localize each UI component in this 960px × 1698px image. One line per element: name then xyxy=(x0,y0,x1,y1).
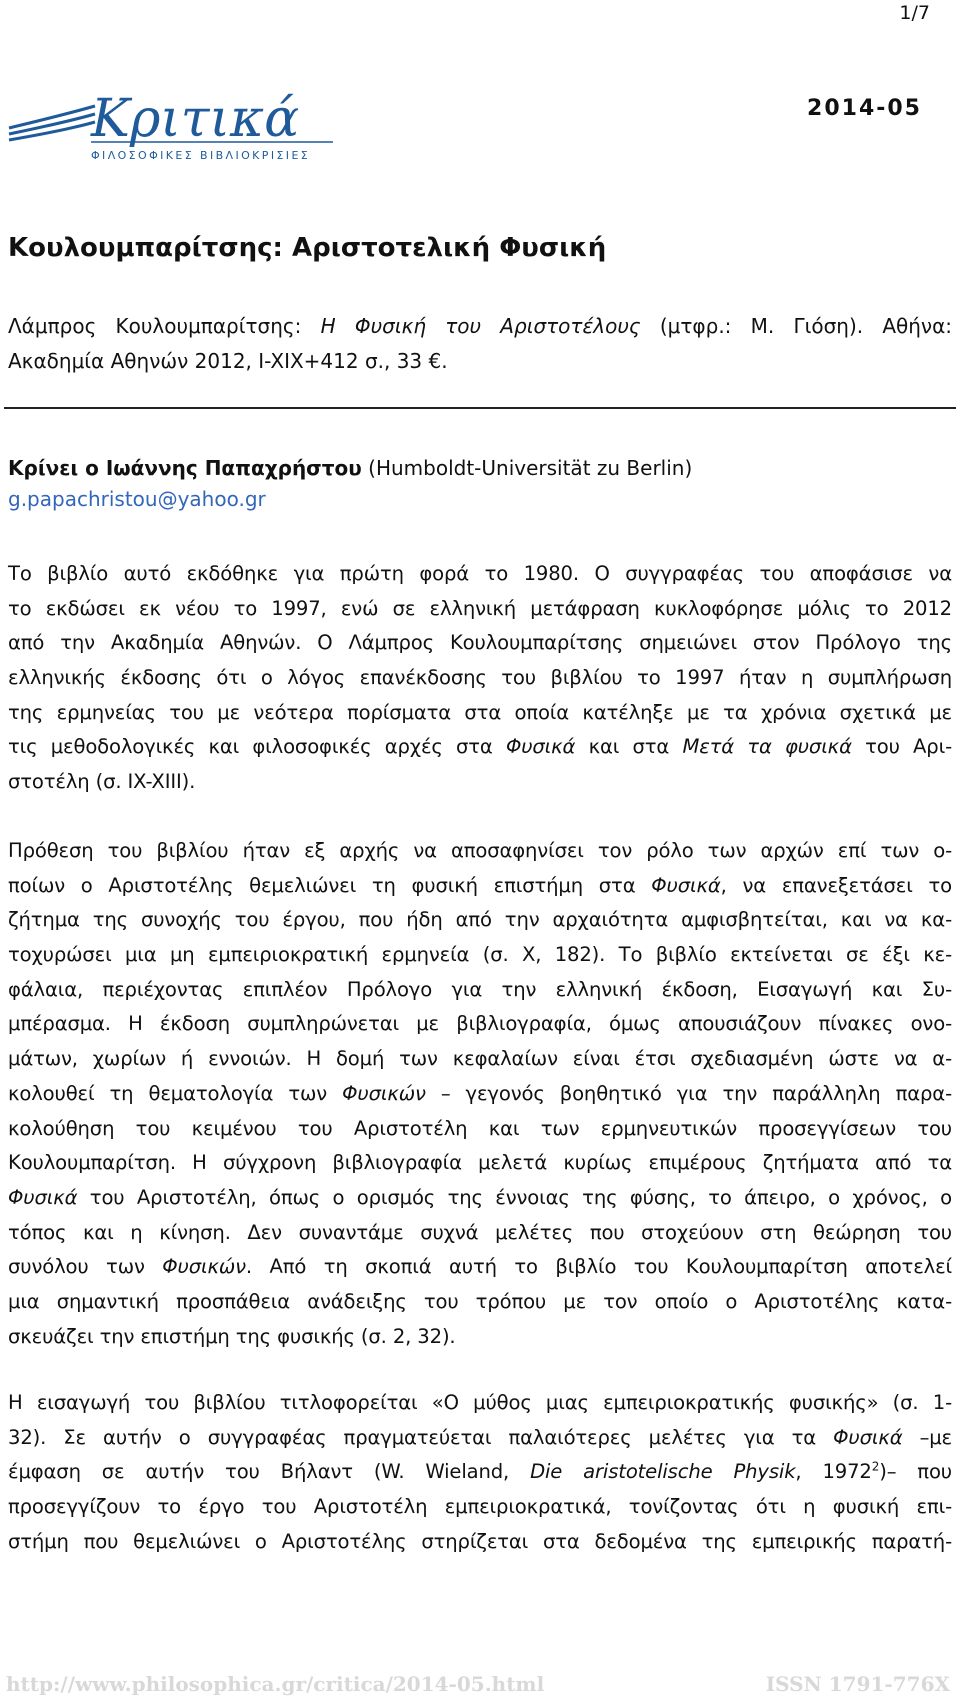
issue-date: 2014-05 xyxy=(807,96,922,121)
p2-line xyxy=(8,1250,952,1285)
p2-line: μάτων, χωρίων ή εννοιών. Η δομή των κεφαλαίων είναι έτσι σχεδιασμένη ώστε να α- xyxy=(8,1047,952,1071)
text-segment: συνόλου των xyxy=(8,1255,163,1279)
text-segment: , να επανεξετάσει το xyxy=(720,873,952,897)
logo-subtitle: ΦΙΛΟΣΟΦΙΚΕΣ ΒΙΒΛΙΟΚΡΙΣΙΕΣ xyxy=(91,149,311,162)
reviewer-email-link[interactable]: g.papachristou@yahoo.gr xyxy=(8,487,266,511)
p1-line: της ερμηνείας του με νεότερα πορίσματα στα οποία κατέληξε με τα χρόνια σχετικά με xyxy=(8,700,952,724)
footer-url[interactable]: http://www.philosophica.gr/critica/2014-05.html xyxy=(6,1672,545,1696)
p2-line: σκευάζει την επιστήμη της φυσικής (σ. 2, 32). xyxy=(8,1324,456,1348)
p2-line: τοχυρώσει μια μη εμπειριοκρατική ερμηνεία (σ. Χ, 182). Το βιβλίο εκτείνεται σε έξι κε- xyxy=(8,943,952,967)
text-segment: . Από τη σκοπιά αυτή το βιβλίο του Κουλουμπαρίτση αποτελεί xyxy=(245,1255,953,1279)
citation-line-2: Ακαδημία Αθηνών 2012, I-XIX+412 σ., 33 €. xyxy=(8,348,448,373)
page-number: 1/7 xyxy=(899,2,930,24)
p1-line: στοτέλη (σ. IX-XIII). xyxy=(8,770,196,794)
italic-title: Φυσικών xyxy=(342,1081,426,1105)
book-title: Η Φυσική του Αριστοτέλους xyxy=(320,314,641,338)
text-segment: κολουθεί τη θεματολογία των xyxy=(8,1081,343,1105)
p1-line xyxy=(8,730,952,765)
logo-graphic xyxy=(7,84,337,166)
text-segment: ποίων ο Αριστοτέλης θεμελιώνει τη φυσική επιστήμη στα xyxy=(8,873,652,897)
reviewer-name: Κρίνει ο Ιωάννης Παπαχρήστου xyxy=(8,456,362,480)
p2-line: μπέρασμα. Η έκδοση συμπληρώνεται με βιβλιογραφία, όμως απουσιάζουν πίνακες ονο- xyxy=(8,1012,952,1036)
p3-line: προσεγγίζουν το έργο του Αριστοτέλη εμπειριοκρατικά, τονίζοντας ότι η φυσική επι- xyxy=(8,1495,952,1519)
superscript: 2 xyxy=(871,1459,880,1474)
paragraph-3 xyxy=(8,1386,952,1559)
p2-line: κολούθηση του κειμένου του Αριστοτέλη και των ερμηνευτικών προσεγγίσεων του xyxy=(8,1116,952,1140)
italic-title: Φυσικά xyxy=(651,873,721,897)
p2-line xyxy=(8,1077,952,1112)
p1-line: το εκδώσει εκ νέου το 1997, ενώ σε ελληνική μετάφραση κυκλοφόρησε μόλις το 2012 xyxy=(8,596,952,620)
text-segment: του Αρι- xyxy=(851,735,952,759)
italic-title: Φυσικά xyxy=(8,1185,78,1209)
p2-line: Πρόθεση του βιβλίου ήταν εξ αρχής να αποσαφηνίσει τον ρόλο των αρχών επί των ο- xyxy=(8,839,952,862)
paragraph-2 xyxy=(8,834,952,1354)
p2-line: ζήτημα της συνοχής του έργου, που ήδη από την αρχαιότητα αμφισβητείται, και να κα- xyxy=(8,908,952,932)
header-divider xyxy=(4,407,956,409)
text-segment: και στα xyxy=(575,735,683,759)
p2-line: Κουλουμπαρίτση. Η σύγχρονη βιβλιογραφία μελετά κυρίως επιμέρους ζητήματα από τα xyxy=(8,1151,952,1175)
p2-line: μια σημαντική προσπάθεια ανάδειξης του τρόπου με τον οποίο ο Αριστοτέλης κατα- xyxy=(8,1289,952,1313)
text-segment: του Αριστοτέλη, όπως ο ορισμός της έννοιας της φύσης, το άπειρο, ο χρόνος, ο xyxy=(77,1185,952,1209)
text-segment: )– που xyxy=(879,1460,952,1484)
p2-line: τόπος και η κίνηση. Δεν συναντάμε συχνά μελέτες που στοχεύουν στη θεώρηση του xyxy=(8,1220,952,1244)
p3-line xyxy=(8,1421,952,1456)
logo-text: Κριτικά xyxy=(91,89,300,149)
italic-title: Die aristotelische Physik xyxy=(530,1460,796,1484)
text-segment: 32). Σε αυτήν ο συγγραφέας πραγματεύεται παλαιότερες μελέτες για τα xyxy=(8,1425,834,1449)
italic-title: Φυσικά xyxy=(505,735,576,759)
text-segment: τις μεθοδολογικές και φιλοσοφικές αρχές στα xyxy=(8,735,506,759)
p3-line xyxy=(8,1455,952,1490)
p1-line: ελληνικής έκδοσης ότι ο λόγος επανέκδοσης του βιβλίου το 1997 ήταν η συμπλήρωση xyxy=(8,666,952,690)
reviewer-affiliation: (Humboldt-Universität zu Berlin) xyxy=(361,456,693,480)
text-segment: – γεγονός βοηθητικό για την παράλληλη παρα- xyxy=(425,1081,952,1105)
review-title: Κουλουμπαρίτσης: Αριστοτελική Φυσική xyxy=(8,233,607,263)
italic-title: Μετά τα φυσικά xyxy=(682,735,852,759)
p3-line: Η εισαγωγή του βιβλίου τιτλοφορείται «Ο μύθος μιας εμπειριοκρατικής φυσικής» (σ. 1- xyxy=(8,1391,952,1414)
p2-line xyxy=(8,869,952,904)
text-segment: –με xyxy=(902,1425,952,1449)
reviewer-line xyxy=(8,452,692,484)
text-segment: έμφαση σε αυτήν του Βήλαντ (W. Wieland, xyxy=(8,1460,531,1484)
paragraph-1 xyxy=(8,557,952,800)
book-citation xyxy=(8,309,952,378)
p3-line: στήμη που θεμελιώνει ο Αριστοτέλης στηρίζεται στα δεδομένα της εμπειρικής παρατή- xyxy=(8,1529,952,1553)
citation-line-1: Λάμπρος Κουλουμπαρίτσης: Η Φυσική του Αριστοτέλους (μτφρ.: Μ. Γιόση). Αθήνα: xyxy=(8,314,953,338)
italic-title: Φυσικά xyxy=(833,1425,903,1449)
p2-line: φάλαια, περιέχοντας επιπλέον Πρόλογο για την ελληνική έκδοση, Εισαγωγή και Συ- xyxy=(8,977,952,1001)
footer-issn: ISSN 1791-776X xyxy=(765,1672,950,1696)
journal-logo[interactable] xyxy=(7,84,337,166)
italic-title: Φυσικών xyxy=(162,1255,246,1279)
p2-line xyxy=(8,1181,952,1216)
p1-line: Το βιβλίο αυτό εκδόθηκε για πρώτη φορά το 1980. Ο συγγραφέας του αποφάσισε να xyxy=(8,562,952,585)
p1-line: από την Ακαδημία Αθηνών. Ο Λάμπρος Κουλουμπαρίτσης σημειώνει στον Πρόλογο της xyxy=(8,631,952,655)
text-segment: , 1972 xyxy=(795,1460,872,1484)
